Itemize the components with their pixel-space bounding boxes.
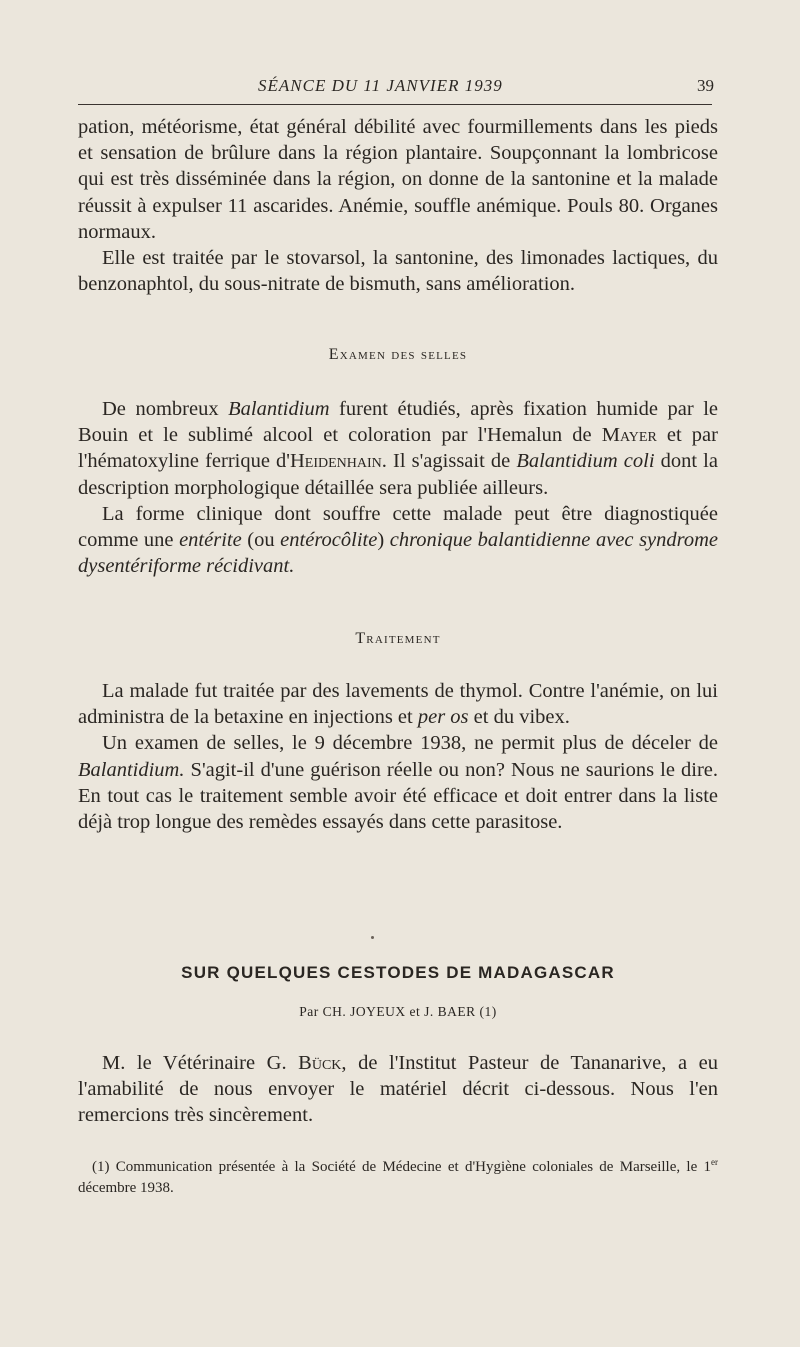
author-name: Mayer [601, 424, 657, 447]
paragraph-stool-exam: De nombreux Balantidium furent étudiés, après fixation humide par le Bouin et le sublimé alcool et coloration par l'Hemalun de Mayer et par l'hématoxyline ferrique d'Heidenhain. Il s'agissait de Balantidium coli dont la description morphologique détaillée sera publiée ailleurs. [78, 398, 718, 499]
page-number: 39 [697, 76, 714, 95]
paragraph-outcome: Un examen de selles, le 9 décembre 1938, ne permit plus de déceler de Balantidium. S'agit-il d'une guérison réelle ou non? Nous ne saurions le dire. En tout cas le traitement semble avoir été efficace et doit entrer dans la liste déjà trop longue des remèdes essayés dans cette parasitose. [78, 732, 718, 834]
running-head [78, 72, 714, 102]
section-heading-traitement: Traitement [355, 630, 441, 647]
article-authors: Par CH. JOYEUX et J. BAER (1) [299, 1004, 497, 1019]
paragraph-treatment-attempts: Elle est traitée par le stovarsol, la santonine, des limonades lactiques, du benzonaphtol, du sous-nitrate de bismuth, sans amélioration. [78, 247, 718, 296]
taxon-name: Balantidium [228, 398, 330, 420]
paragraph-therapy: La malade fut traitée par des lavements de thymol. Contre l'anémie, on lui administra de la betaxine en injections et per os et du vibex. [78, 680, 718, 729]
paragraph-diagnosis: La forme clinique dont souffre cette malade peut être diagnostiquée comme une entérite (ou entérocôlite) chronique balantidienne avec syndrome dysentériforme récidivant. [78, 502, 719, 578]
taxon-name: Balantidium. [78, 758, 185, 781]
running-title: SÉANCE DU 11 JANVIER 1939 [258, 76, 503, 95]
footnote-text: (1) Communication présentée à la Société de Médecine et d'Hygiène coloniales de Marseille, le 1er décembre 1938. [78, 1157, 718, 1196]
taxon-name: Balantidium coli [516, 450, 655, 473]
article-title: SUR QUELQUES CESTODES DE MADAGASCAR [181, 963, 615, 982]
footnote [78, 1157, 718, 1199]
print-speck [371, 936, 374, 939]
article-intro [78, 1050, 718, 1129]
section-heading-examen: Examen des selles [328, 346, 468, 363]
author-name: Heidenhain [289, 450, 382, 473]
traitement-section-body [78, 678, 718, 835]
paragraph-symptoms: pation, météorisme, état général débilité avec fourmillements dans les pieds et sensation de brûlure dans la région plantaire. Soupçonnant la lombricose qui est très disséminée dans la région, on donne de la santonine et la malade réussit à expulser 11 ascarides. Anémie, souffle anémique. Pouls 80. Organes normaux. [78, 116, 718, 243]
header-rule [78, 104, 712, 105]
case-description [78, 114, 718, 297]
examen-section-body [78, 396, 718, 579]
person-name: Bück [298, 1052, 342, 1074]
paragraph-acknowledgement: M. le Vétérinaire G. Bück, de l'Institut Pasteur de Tananarive, a eu l'amabilité de nous envoyer le matériel décrit ci-dessous. Nous l'en remercions très sincèrement. [78, 1052, 718, 1127]
